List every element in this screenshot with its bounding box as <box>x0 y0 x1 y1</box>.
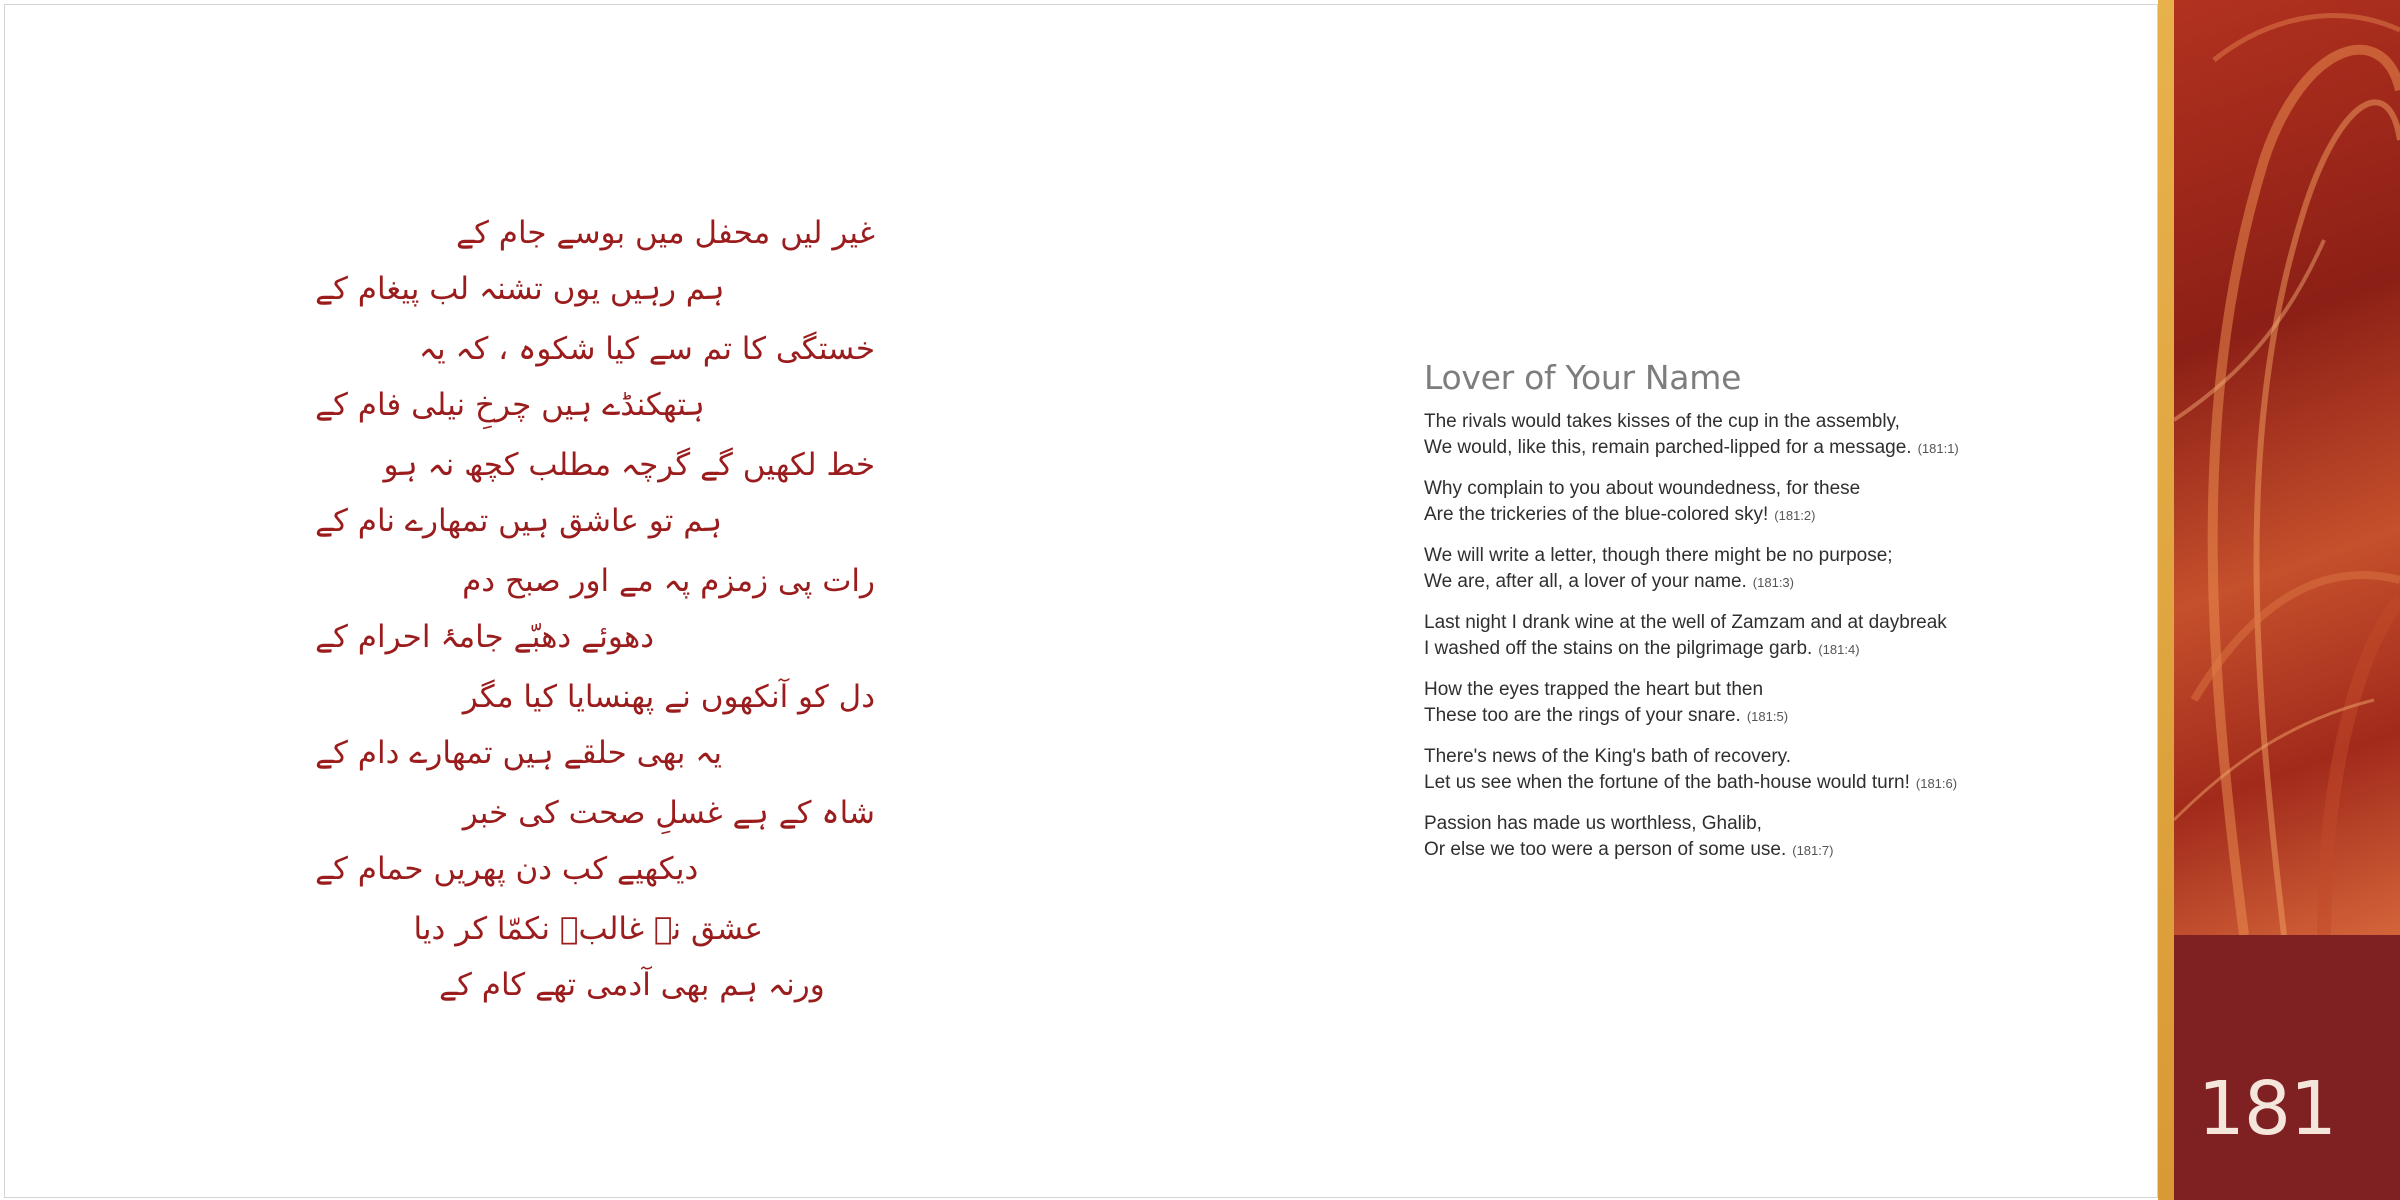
urdu-couplet-4-line-1: رات پی زمزم پہ مے اور صبح دم <box>462 563 875 599</box>
stanza-4-ref: (181:4) <box>1818 642 1860 657</box>
urdu-couplet-3-line-2: ہم تو عاشق ہیں تمھارے نام کے <box>315 503 723 539</box>
stanza-7-line-2: Or else we too were a person of some use. <box>1424 839 1787 860</box>
urdu-couplet-1-line-1: غیر لیں محفل میں بوسے جام کے <box>455 215 875 251</box>
stanza-5 <box>1424 677 2024 730</box>
urdu-couplet-5-line-1: دل کو آنکھوں نے پھنسایا کیا مگر <box>462 679 875 715</box>
stanza-6 <box>1424 744 2024 797</box>
stanza-7 <box>1424 811 2024 864</box>
stanza-1-line-2: We would, like this, remain parched-lipped for a message. <box>1424 437 1912 458</box>
stanza-5-ref: (181:5) <box>1746 709 1789 724</box>
stanza-7-ref: (181:7) <box>1792 843 1834 858</box>
stanza-4-line-1: Last night I drank wine at the well of Zamzam and at daybreak <box>1424 612 1947 633</box>
stanza-5-line-2: These too are the rings of your snare. <box>1424 705 1741 726</box>
stanza-1-ref: (181:1) <box>1917 441 1959 456</box>
urdu-couplet-1-line-2: ہم رہیں یوں تشنہ لب پیغام کے <box>315 271 725 307</box>
page-number-block <box>2174 935 2400 1200</box>
urdu-couplet-2-line-1: خستگی کا تم سے کیا شکوہ ، کہ یہ <box>418 331 875 367</box>
page-number: 181 <box>2197 1066 2336 1152</box>
stanza-2-line-1: Why complain to you about woundedness, for these <box>1424 478 1861 499</box>
urdu-couplet-7-line-1: عشق نے غالبؔ نکمّا کر دیا <box>413 911 763 947</box>
urdu-couplet-3-line-1: خط لکھیں گے گرچہ مطلب کچھ نہ ہو <box>383 447 875 483</box>
poem-title: Lover of Your Name <box>1424 358 1742 397</box>
stanza-6-line-1: There's news of the King's bath of recovery. <box>1424 746 1792 767</box>
urdu-couplet-2-line-2: ہتھکنڈے ہیں چرخِ نیلی فام کے <box>315 387 705 423</box>
stanza-6-line-2: Let us see when the fortune of the bath-house would turn! <box>1424 772 1910 793</box>
stanza-4 <box>1424 610 2024 663</box>
stanza-3 <box>1424 543 2024 596</box>
stanza-6-ref: (181:6) <box>1915 776 1958 791</box>
urdu-couplet-6-line-2: دیکھیے کب دن پھریں حمام کے <box>315 851 699 887</box>
stanza-7-line-1: Passion has made us worthless, Ghalib, <box>1424 813 1762 834</box>
stanza-1 <box>1424 409 2024 462</box>
stanza-3-line-1: We will write a letter, though there might be no purpose; <box>1424 545 1893 566</box>
stanza-5-line-1: How the eyes trapped the heart but then <box>1424 679 1764 700</box>
urdu-couplet-4-line-2: دھوئے دھبّے جامۂ احرام کے <box>315 619 655 655</box>
urdu-couplet-6-line-1: شاہ کے ہے غسلِ صحت کی خبر <box>462 795 875 831</box>
stanza-2-line-2: Are the trickeries of the blue-colored sky! <box>1424 504 1769 525</box>
stanza-2-ref: (181:2) <box>1774 508 1816 523</box>
stanza-3-line-2: We are, after all, a lover of your name. <box>1424 571 1747 592</box>
stanza-4-line-2: I washed off the stains on the pilgrimage garb. <box>1424 638 1813 659</box>
gold-edge-band <box>2158 0 2174 1200</box>
painting-swirls <box>2174 0 2400 935</box>
stanza-2 <box>1424 476 2024 529</box>
stanza-1-line-1: The rivals would takes kisses of the cup in the assembly, <box>1424 411 1900 432</box>
urdu-couplet-7-line-2: ورنہ ہم بھی آدمی تھے کام کے <box>439 967 825 1003</box>
translation-block <box>1424 358 2024 878</box>
decorative-painting <box>2174 0 2400 935</box>
stanza-3-ref: (181:3) <box>1752 575 1794 590</box>
urdu-couplet-5-line-2: یہ بھی حلقے ہیں تمھارے دام کے <box>315 735 723 771</box>
left-page <box>4 4 1200 1198</box>
